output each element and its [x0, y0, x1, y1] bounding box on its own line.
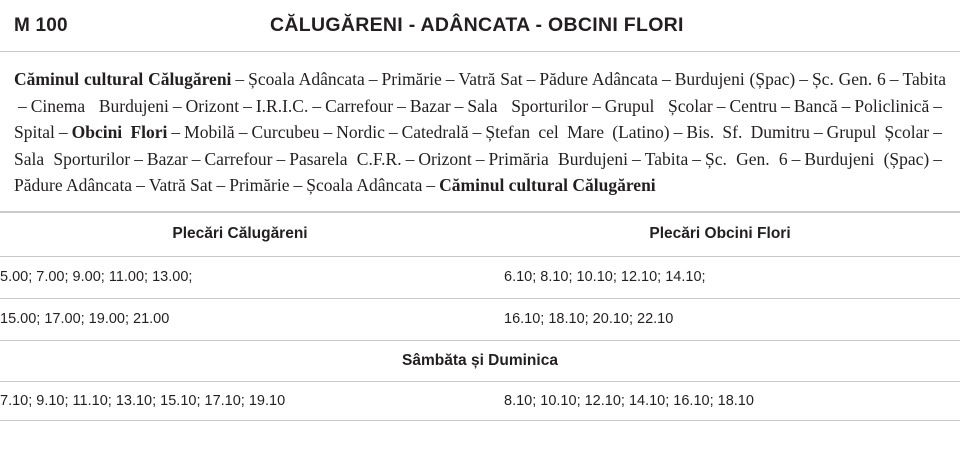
route-code: M 100: [14, 14, 68, 36]
itinerary-separator: –: [781, 95, 790, 116]
itinerary-stop: Grupul Școlar: [826, 122, 930, 143]
itinerary-stop: Obcini Flori: [71, 122, 168, 143]
itinerary-stop: Orizont: [185, 95, 240, 116]
itinerary-stop: Șc. Gen. 6: [811, 69, 886, 89]
itinerary-stop: Tabita: [902, 69, 946, 89]
itinerary-separator: –: [388, 122, 398, 143]
itinerary-separator: –: [791, 148, 801, 169]
itinerary-stop: Căminul cultural Călugăreni: [14, 69, 232, 89]
weekend-times-left: 7.10; 9.10; 11.10; 13.10; 15.10; 17.10; 19.10: [0, 381, 480, 420]
direction-header-right: Plecări Obcini Flori: [480, 212, 960, 256]
weekday-times-left-2: 15.00; 17.00; 19.00; 21.00: [0, 298, 480, 340]
itinerary-separator: –: [405, 148, 415, 169]
itinerary-stop: Vatră Sat: [458, 69, 523, 89]
itinerary-stop: Nordic: [336, 122, 385, 143]
itinerary-separator: –: [592, 95, 601, 116]
itinerary-separator: –: [235, 69, 245, 89]
departures-table: [0, 212, 960, 421]
itinerary-stop: Vatră Sat: [148, 175, 213, 196]
itinerary-separator: –: [216, 175, 226, 196]
itinerary-stop: Școala Adâncata: [306, 175, 423, 196]
itinerary-stop: Pasarela C.F.R.: [289, 148, 402, 169]
itinerary-separator: –: [18, 95, 27, 116]
itinerary-stop: Bancă: [793, 95, 838, 116]
itinerary-separator: –: [368, 69, 378, 89]
itinerary-stop: Pădure Adâncata: [539, 69, 658, 89]
itinerary-stop: Bazar: [409, 95, 451, 116]
weekend-header: Sâmbăta și Duminica: [0, 340, 960, 381]
itinerary-separator: –: [172, 95, 182, 116]
itinerary-separator: –: [445, 69, 455, 89]
itinerary-separator: –: [191, 148, 201, 169]
itinerary-stop-list: [0, 52, 960, 212]
route-title: CĂLUGĂRENI - ADÂNCATA - OBCINI FLORI: [270, 14, 684, 36]
itinerary-separator: –: [276, 148, 286, 169]
itinerary-separator: –: [312, 95, 322, 116]
itinerary-stop: Orizont: [418, 148, 472, 169]
itinerary-separator: –: [323, 122, 333, 143]
itinerary-separator: –: [933, 122, 942, 143]
itinerary-separator: –: [841, 95, 851, 116]
itinerary-separator: –: [475, 148, 485, 169]
weekday-times-right-2: 16.10; 18.10; 20.10; 22.10: [480, 298, 960, 340]
itinerary-separator: –: [632, 148, 641, 169]
itinerary-stop: Spital: [14, 122, 55, 143]
itinerary-separator: –: [889, 69, 899, 89]
weekday-times-left-1: 5.00; 7.00; 9.00; 11.00; 13.00;: [0, 256, 480, 298]
itinerary-separator: –: [933, 95, 942, 116]
itinerary-stop: Mobilă: [184, 122, 235, 143]
itinerary-stop: Primărie: [229, 175, 290, 196]
itinerary-stop: Bis. Sf. Dumitru: [686, 122, 810, 143]
itinerary-separator: –: [58, 122, 68, 143]
itinerary-stop: Ștefan cel Mare (Latino): [485, 122, 670, 143]
itinerary-separator: –: [673, 122, 683, 143]
weekday-times-right-1: 6.10; 8.10; 10.10; 12.10; 14.10;: [480, 256, 960, 298]
itinerary-separator: –: [454, 95, 464, 116]
itinerary-stop: I.R.I.C.: [255, 95, 309, 116]
itinerary-separator: –: [799, 69, 808, 89]
itinerary-stop: Burdujeni (Șpac): [804, 148, 930, 169]
itinerary-separator: –: [813, 122, 823, 143]
table-row: [0, 381, 960, 420]
itinerary-separator: –: [472, 122, 482, 143]
itinerary-separator: –: [933, 148, 942, 169]
direction-header-row: [0, 212, 960, 256]
itinerary-stop: Sala Sporturilor: [467, 95, 589, 116]
itinerary-stop: Carrefour: [325, 95, 394, 116]
itinerary-stop: Sala Sporturilor: [14, 148, 131, 169]
table-row: [0, 256, 960, 298]
itinerary-stop: Policlinică: [854, 95, 930, 116]
itinerary-separator: –: [243, 95, 252, 116]
itinerary-stop: Carrefour: [204, 148, 273, 169]
itinerary-separator: –: [238, 122, 248, 143]
itinerary-stop: Pădure Adâncata: [14, 175, 133, 196]
itinerary-separator: –: [171, 122, 181, 143]
itinerary-stop: Primărie: [381, 69, 442, 89]
itinerary-separator: –: [136, 175, 145, 196]
itinerary-separator: –: [397, 95, 406, 116]
itinerary-separator: –: [293, 175, 303, 196]
itinerary-stop: Catedrală: [401, 122, 469, 143]
table-row: [0, 298, 960, 340]
route-header: [0, 0, 960, 52]
weekend-header-row: [0, 340, 960, 381]
itinerary-separator: –: [426, 175, 436, 196]
itinerary-stop: Burdujeni (Șpac): [674, 69, 796, 89]
itinerary-stop: Curcubeu: [251, 122, 320, 143]
itinerary-stop: Grupul Școlar: [604, 95, 713, 116]
itinerary-separator: –: [526, 69, 536, 89]
itinerary-separator: –: [134, 148, 143, 169]
itinerary-stop: Centru: [729, 95, 778, 116]
itinerary-stop: Șc. Gen. 6: [705, 148, 788, 169]
weekend-times-right: 8.10; 10.10; 12.10; 14.10; 16.10; 18.10: [480, 381, 960, 420]
itinerary-separator: –: [661, 69, 671, 89]
itinerary-stop: Tabita: [644, 148, 689, 169]
itinerary-separator: –: [716, 95, 726, 116]
itinerary-stop: Bazar: [146, 148, 188, 169]
itinerary-stop: Căminul cultural Călugăreni: [439, 175, 656, 196]
itinerary-stop: Primăria Burdujeni: [488, 148, 629, 169]
itinerary-stop: Școala Adâncata: [248, 69, 365, 89]
direction-header-left: Plecări Călugăreni: [0, 212, 480, 256]
itinerary-separator: –: [692, 148, 702, 169]
itinerary-stop: Cinema Burdujeni: [30, 95, 169, 116]
